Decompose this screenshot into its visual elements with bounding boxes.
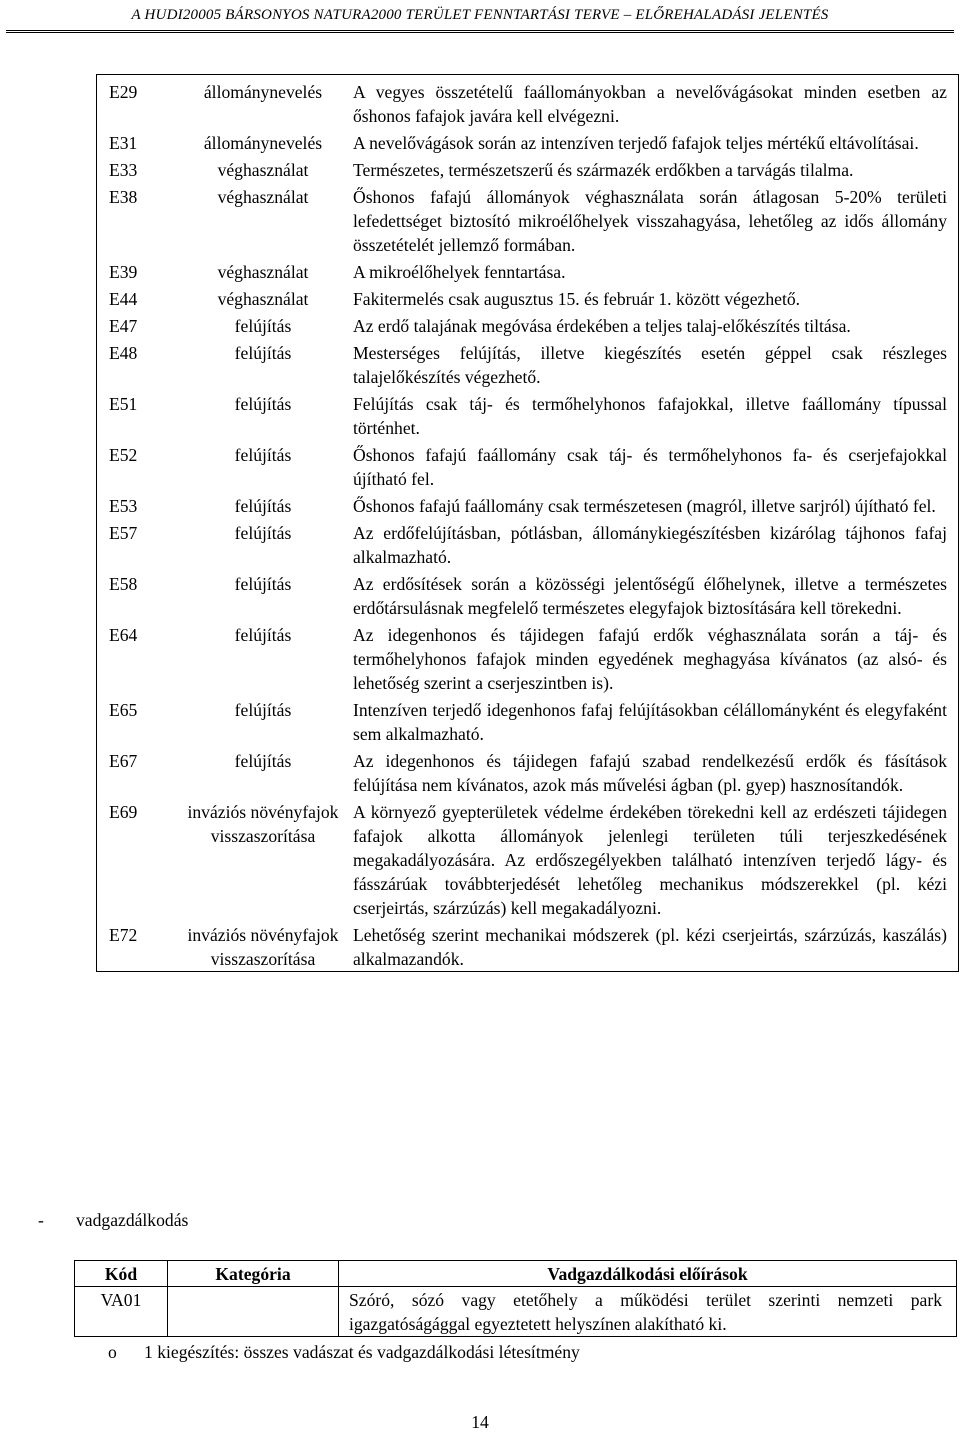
footnote-text: 1 kiegészítés: összes vadászat és vadgazdálkodási létesítmény <box>144 1342 580 1362</box>
game-management-table <box>74 1260 957 1337</box>
row-category: felújítás <box>234 316 292 336</box>
row-text: Mesterséges felújítás, illetve kiegészítés esetén géppel csak részleges talajelőkészítés végezhető. <box>353 343 947 387</box>
header-rule <box>6 30 954 33</box>
row-category: felújítás <box>234 394 292 414</box>
row-text: Az erdőfelújításban, pótlásban, állománykiegészítésben kizárólag tájhonos fafaj alkalmazható. <box>353 523 947 567</box>
row-text: Természetes, természetszerű és származék erdőkben a tarvágás tilalma. <box>353 160 854 180</box>
table-row <box>97 491 959 518</box>
row-category: felújítás <box>234 700 292 720</box>
row-category: véghasználat <box>217 160 309 180</box>
row-code: E52 <box>109 445 138 465</box>
table-row <box>97 311 959 338</box>
row-category: véghasználat <box>217 262 309 282</box>
table-row <box>75 1287 957 1337</box>
row-code: E31 <box>109 133 138 153</box>
row-category: felújítás <box>234 496 292 516</box>
page-number: 14 <box>471 1412 489 1432</box>
row-text: Fakitermelés csak augusztus 15. és február 1. között végezhető. <box>353 289 801 309</box>
row-text: Intenzíven terjedő idegenhonos fafaj felújításokban célállományként és elegyfaként sem alkalmazható. <box>353 700 947 744</box>
table-row <box>97 518 959 569</box>
table-row <box>97 182 959 257</box>
row-text: A nevelővágások során az intenzíven terjedő fafajok teljes mértékű eltávolításai. <box>353 133 919 153</box>
running-header: A HUDI20005 BÁRSONYOS NATURA2000 TERÜLET FENNTARTÁSI TERVE – ELŐREHALADÁSI JELENTÉS <box>131 7 829 23</box>
row-text: A vegyes összetételű faállományokban a nevelővágásokat minden esetben az őshonos fafajok javára kell elvégezni. <box>353 82 947 126</box>
header-category: Kategória <box>168 1261 339 1287</box>
row-code: E51 <box>109 394 138 414</box>
table-row <box>97 746 959 797</box>
row-category <box>168 1287 339 1337</box>
row-category: állománynevelés <box>203 82 323 102</box>
table-row <box>97 569 959 620</box>
row-category: inváziós növényfajok visszaszorítása <box>187 925 339 969</box>
row-code: E69 <box>109 802 138 822</box>
row-text: Az idegenhonos és tájidegen fafajú erdők véghasználata során a táj- és termőhelyhonos fafajok minden egyedének meghagyása kívánatos (az alsó- és lehetőség szerint a cserjeszintben is). <box>353 625 947 693</box>
row-text: Felújítás csak táj- és termőhelyhonos fafajokkal, illetve faállomány típussal történhet. <box>353 394 947 438</box>
section-heading <box>38 1208 188 1232</box>
row-code: E47 <box>109 316 138 336</box>
row-category: felújítás <box>234 445 292 465</box>
row-text: Szóró, sózó vagy etetőhely a működési terület szerinti nemzeti park igazgatóságággal egyeztetett helyszínen alakítható ki. <box>339 1287 957 1337</box>
row-code: E67 <box>109 751 138 771</box>
row-code: E33 <box>109 160 138 180</box>
footnote <box>108 1340 580 1364</box>
table-row <box>97 284 959 311</box>
table-row <box>97 920 959 972</box>
row-code: E64 <box>109 625 138 645</box>
table-row <box>97 155 959 182</box>
row-code: E65 <box>109 700 138 720</box>
row-text: Őshonos fafajú faállomány csak természetesen (magról, illetve sarjról) újítható fel. <box>353 496 936 516</box>
section-dash: - <box>38 1210 44 1230</box>
forestry-table-body <box>97 75 959 972</box>
table-row <box>97 75 959 129</box>
header-rules: Vadgazdálkodási előírások <box>339 1261 957 1287</box>
row-text: Az erdősítések során a közösségi jelentőségű élőhelynek, illetve a természetes erdőtársulásnak megfelelő természetes elegyfajok biztosítására kell törekedni. <box>353 574 947 618</box>
table-row <box>97 128 959 155</box>
table-row <box>97 257 959 284</box>
row-text: Az idegenhonos és tájidegen fafajú szabad rendelkezésű erdők és fásítások felújítása nem kívánatos, azok más művelési ágban (pl. gyep) hasznosítandók. <box>353 751 947 795</box>
row-text: A környező gyepterületek védelme érdekében törekedni kell az erdészeti tájidegen fafajok alkotta állományok jelenlegi területen túli terjeszkedésének megakadályozására. Az erdőszegélyekben található intenzíven terjedő lágy- és fásszárúak továbbterjedését lehetőleg mechanikus módszerekkel (pl. kézi cserjeirtás, szárzúzás) kell megakadályozni. <box>353 802 947 918</box>
row-text: Lehetőség szerint mechanikai módszerek (pl. kézi cserjeirtás, szárzúzás, kaszálás) alkalmazandók. <box>353 925 947 969</box>
forestry-requirements-table <box>96 74 959 972</box>
row-code: E48 <box>109 343 138 363</box>
table-row <box>97 440 959 491</box>
row-code: E58 <box>109 574 138 594</box>
row-code: E44 <box>109 289 138 309</box>
row-text: A mikroélőhelyek fenntartása. <box>353 262 566 282</box>
row-category: felújítás <box>234 574 292 594</box>
row-category: felújítás <box>234 751 292 771</box>
header-code: Kód <box>75 1261 168 1287</box>
table-row <box>97 389 959 440</box>
row-code: E57 <box>109 523 138 543</box>
row-category: felújítás <box>234 523 292 543</box>
row-code: VA01 <box>75 1287 168 1337</box>
table-row <box>97 797 959 920</box>
section-label: vadgazdálkodás <box>76 1210 189 1230</box>
row-text: Az erdő talajának megóvása érdekében a teljes talaj-előkészítés tiltása. <box>353 316 851 336</box>
row-category: felújítás <box>234 343 292 363</box>
row-text: Őshonos fafajú faállomány csak táj- és termőhelyhonos fa- és cserjefajokkal újítható fel. <box>353 445 947 489</box>
table-row <box>97 620 959 695</box>
row-code: E38 <box>109 187 138 207</box>
table-row <box>97 338 959 389</box>
row-code: E39 <box>109 262 138 282</box>
row-category: véghasználat <box>217 289 309 309</box>
row-category: inváziós növényfajok visszaszorítása <box>187 802 339 846</box>
row-code: E72 <box>109 925 138 945</box>
row-category: véghasználat <box>217 187 309 207</box>
row-text: Őshonos fafajú állományok véghasználata során átlagosan 5-20% területi lefedettséget biztosító mikroélőhelyek visszahagyása, lehetőleg az idős állomány összetételét jellemző formában. <box>353 187 947 255</box>
row-code: E53 <box>109 496 138 516</box>
row-category: felújítás <box>234 625 292 645</box>
table-row <box>97 695 959 746</box>
footnote-marker: o <box>108 1342 117 1362</box>
row-code: E29 <box>109 82 138 102</box>
game-table-header-row <box>75 1261 957 1287</box>
row-category: állománynevelés <box>203 133 323 153</box>
